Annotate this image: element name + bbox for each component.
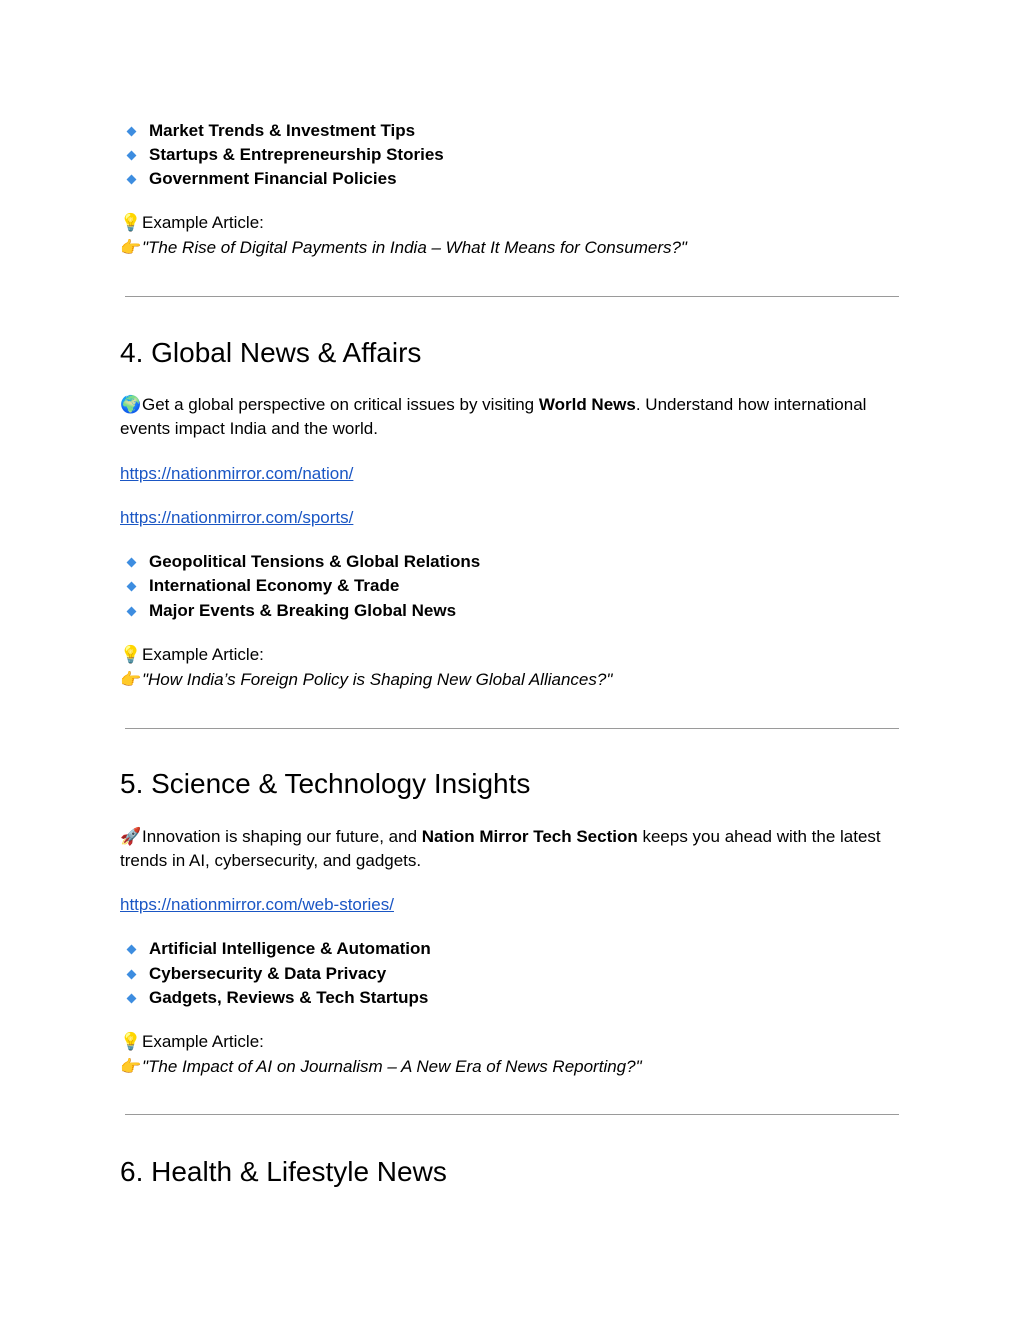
example-title: "The Impact of AI on Journalism – A New Era of News Reporting?": [142, 1057, 642, 1076]
intro-text: Innovation is shaping our future, and: [142, 827, 422, 846]
pointing-hand-icon: 👉: [120, 1057, 142, 1077]
diamond-icon: [127, 557, 137, 567]
globe-icon: 🌍: [120, 395, 142, 415]
pointing-hand-icon: 👉: [120, 238, 142, 258]
bullet-text: Artificial Intelligence & Automation: [149, 939, 431, 958]
list-item: [120, 143, 444, 167]
section-heading-global: 4. Global News & Affairs: [120, 337, 422, 368]
bullet-text: Gadgets, Reviews & Tech Startups: [149, 988, 429, 1007]
intro-text-end: . Understand how international events impact India and the world.: [120, 395, 867, 438]
light-bulb-icon: 💡: [120, 1032, 142, 1052]
list-item: [120, 937, 431, 961]
example-title: "The Rise of Digital Payments in India – What It Means for Consumers?": [142, 238, 687, 257]
bullet-text: Market Trends & Investment Tips: [149, 121, 416, 140]
sports-link[interactable]: https://nationmirror.com/sports/: [120, 508, 354, 527]
intro-text-end: keeps you ahead with the latest trends in AI, cybersecurity, and gadgets.: [120, 827, 881, 870]
section-divider: [125, 1114, 899, 1115]
diamond-icon: [127, 606, 137, 616]
section-heading-health: 6. Health & Lifestyle News: [120, 1156, 447, 1187]
diamond-icon: [127, 126, 137, 136]
example-title-line: [120, 236, 687, 260]
nation-link[interactable]: https://nationmirror.com/nation/: [120, 464, 354, 483]
list-item: [120, 167, 397, 191]
example-label: Example Article:: [142, 213, 264, 232]
section-divider: [125, 728, 899, 729]
list-item: [120, 119, 415, 143]
example-title: "How India’s Foreign Policy is Shaping New Global Alliances?": [142, 670, 613, 689]
diamond-icon: [127, 174, 137, 184]
bullet-text: Government Financial Policies: [149, 169, 397, 188]
intro-text: Get a global perspective on critical issues by visiting: [142, 395, 539, 414]
intro-bold-text: Nation Mirror Tech Section: [421, 827, 638, 846]
diamond-icon: [127, 581, 137, 591]
example-label-line: [120, 211, 264, 235]
bullet-text: Startups & Entrepreneurship Stories: [149, 145, 444, 164]
rocket-icon: 🚀: [120, 827, 142, 847]
section-divider: [125, 296, 899, 297]
pointing-hand-icon: 👉: [120, 670, 142, 690]
bullet-text: Major Events & Breaking Global News: [149, 601, 457, 620]
example-label-line: [120, 643, 264, 667]
example-label: Example Article:: [142, 1032, 264, 1051]
light-bulb-icon: 💡: [120, 213, 142, 233]
list-item: [120, 550, 480, 574]
bullet-text: Geopolitical Tensions & Global Relations: [149, 552, 481, 571]
bullet-text: Cybersecurity & Data Privacy: [149, 964, 387, 983]
diamond-icon: [127, 150, 137, 160]
web-stories-link[interactable]: https://nationmirror.com/web-stories/: [120, 895, 394, 914]
section-heading-science: 5. Science & Technology Insights: [120, 768, 531, 799]
diamond-icon: [127, 993, 137, 1003]
example-label-line: [120, 1030, 264, 1054]
list-item: [120, 599, 456, 623]
list-item: [120, 962, 386, 986]
diamond-icon: [127, 969, 137, 979]
example-title-line: [120, 1055, 642, 1079]
list-item: [120, 574, 399, 598]
section-intro-science: [120, 825, 900, 873]
light-bulb-icon: 💡: [120, 645, 142, 665]
section-intro-global: [120, 393, 900, 441]
example-label: Example Article:: [142, 645, 264, 664]
bullet-text: International Economy & Trade: [149, 576, 400, 595]
list-item: [120, 986, 428, 1010]
intro-bold-text: World News: [538, 395, 636, 414]
diamond-icon: [127, 944, 137, 954]
example-title-line: [120, 668, 612, 692]
